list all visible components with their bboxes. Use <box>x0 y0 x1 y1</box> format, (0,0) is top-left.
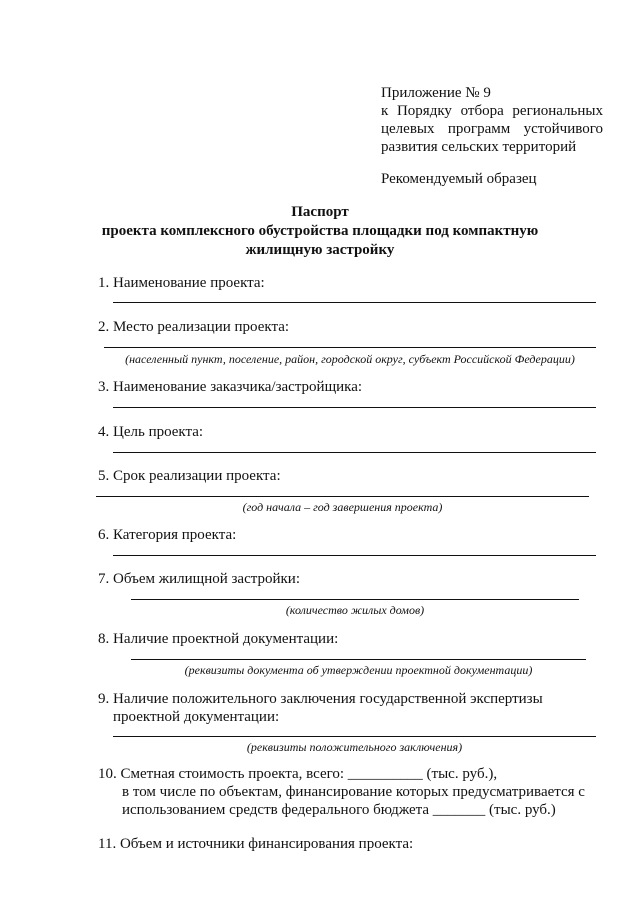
item-9-label-line-1: 9. Наличие положительного заключения государственной экспертизы <box>98 691 543 707</box>
item-10-line-1: 10. Сметная стоимость проекта, всего: __________ (тыс. руб.), <box>98 766 498 782</box>
item-8-label: 8. Наличие проектной документации: <box>98 631 339 647</box>
appendix-line-3: целевых программ устойчивого <box>381 121 603 137</box>
item-9-note: (реквизиты положительного заключения) <box>246 740 463 754</box>
item-8-field-line[interactable] <box>131 659 586 660</box>
title-line-2: проекта комплексного обустройства площадки под компактную <box>101 223 539 239</box>
item-10-line-2: в том числе по объектам, финансирование которых предусматривается с <box>122 784 585 800</box>
item-4-label: 4. Цель проекта: <box>98 424 204 440</box>
document-title <box>0 203 640 260</box>
item-3-field-line[interactable] <box>113 407 596 408</box>
appendix-line-4: развития сельских территорий <box>381 139 577 155</box>
item-5-label: 5. Срок реализации проекта: <box>98 468 281 484</box>
appendix-line-2: к Порядку отбора региональных <box>381 103 603 119</box>
item-8-note: (реквизиты документа об утверждении проектной документации) <box>184 663 533 677</box>
item-7-note: (количество жилых домов) <box>285 603 425 617</box>
item-9-field-line[interactable] <box>113 736 596 737</box>
item-4-field-line[interactable] <box>113 452 596 453</box>
item-5-field-line[interactable] <box>96 496 589 497</box>
item-5-note: (год начала – год завершения проекта) <box>242 500 443 514</box>
item-7-label: 7. Объем жилищной застройки: <box>98 571 300 587</box>
item-6-label: 6. Категория проекта: <box>98 527 237 543</box>
item-9-label-line-2: проектной документации: <box>113 709 280 725</box>
item-2-label: 2. Место реализации проекта: <box>98 319 290 335</box>
item-11-label: 11. Объем и источники финансирования проекта: <box>98 836 414 852</box>
item-2-note: (населенный пункт, поселение, район, городской округ, субъект Российской Федерации) <box>125 352 575 366</box>
item-2-field-line[interactable] <box>104 347 596 348</box>
item-7-field-line[interactable] <box>131 599 579 600</box>
title-line-1: Паспорт <box>291 204 349 220</box>
item-3-label: 3. Наименование заказчика/застройщика: <box>98 379 363 395</box>
item-10-line-3: использованием средств федерального бюджета _______ (тыс. руб.) <box>122 802 556 818</box>
sample-label: Рекомендуемый образец <box>381 171 537 187</box>
item-1-field-line[interactable] <box>113 302 596 303</box>
item-6-field-line[interactable] <box>113 555 596 556</box>
title-line-3: жилищную застройку <box>245 242 395 258</box>
item-1-label: 1. Наименование проекта: <box>98 275 265 291</box>
appendix-block <box>381 84 603 156</box>
appendix-number: Приложение № 9 <box>381 85 491 101</box>
